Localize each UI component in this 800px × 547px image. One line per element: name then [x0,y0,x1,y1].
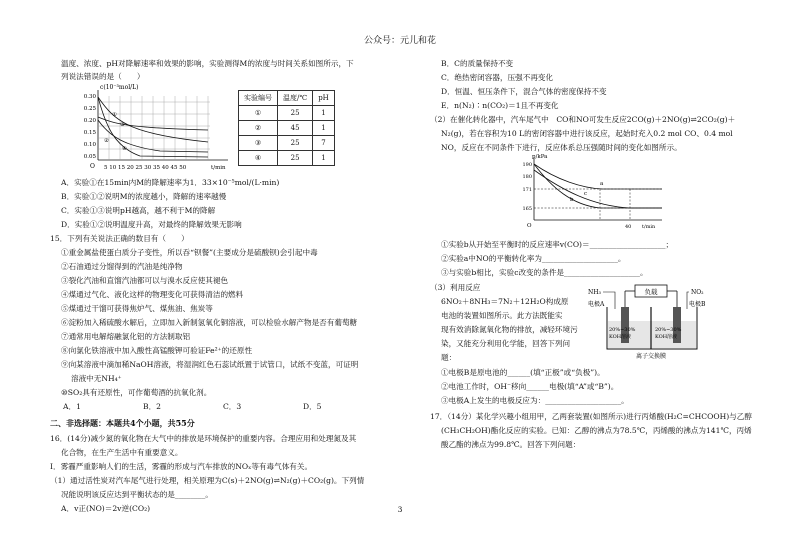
q15-item: ⑨向某溶液中滴加稀NaOH溶液，将湿润红色石蕊试纸置于试管口，试纸不变蓝，可证明 [61,360,359,369]
svg-text:40: 40 [625,224,632,230]
q16-blank: ①实验b从开始至平衡时的反应速率v(CO)＝____________________； [441,240,674,249]
q15-stem: 15．下列有关说法正确的数目有（ ） [50,234,189,243]
q16-3-line: 题： [441,353,457,362]
q17-line: 17．（14分）某化学兴趣小组用甲，乙两套装置(如图所示)进行丙烯酸(H₂C=CHCOOH)与乙醇 [430,412,752,421]
svg-text:0.20: 0.20 [83,118,96,124]
svg-text:190: 190 [522,162,532,168]
q14-option-c: C．实验①③说明pH越高，越不利于M的降解 [61,206,216,215]
svg-text:0.25: 0.25 [83,106,96,112]
q16-line: 况能说明该反应达到平衡状态的是________。 [61,490,213,499]
table-header: 温度/℃ [278,91,313,106]
load-label: 负载 [644,288,658,296]
concentration-time-graph [60,82,235,174]
q14-intro-line2: 列说法错误的是（ ） [61,72,145,81]
q16-blank: ②实验a中NO的平衡转化率为____________________。 [441,254,626,263]
q15-option-d: D．5 [303,402,322,411]
svg-text:NO₂: NO₂ [691,289,704,296]
q16-line: Ⅰ．雾霾严重影响人们的生活，雾霾的形成与汽车排放的NOₓ等有毒气体有关。 [50,462,313,471]
svg-text:③: ③ [120,122,125,128]
q16-3-blank: ③电极A上发生的电极反应为：____________________。 [441,396,629,405]
svg-text:p/kPa: p/kPa [532,154,548,160]
svg-text:NH₃: NH₃ [588,289,601,296]
q15-item: ⑩SO₂具有还原性，可作葡萄酒的抗氧化剂。 [61,388,212,397]
q16-line: 化合物，在生产生活中有重要意义。 [61,448,183,457]
svg-text:④: ④ [122,146,127,152]
experiment-table [238,90,335,166]
svg-text:20%~30%KOH溶液: 20%~30% KOH溶液 [655,327,682,340]
q14-intro-line1: 温度、浓度、pH对降解速率和效果的影响，实验测得M的浓度与时间关系如图所示，下 [61,59,354,68]
q15-item: ③裂化汽油和直馏汽油都可以与溴水反应使其褪色 [61,276,229,285]
svg-text:0.30: 0.30 [83,94,96,100]
q15-item: ①重金属盐使蛋白质分子变性，所以吞“钡餐”(主要成分是硫酸钡)会引起中毒 [61,248,318,257]
pressure-time-graph [512,150,672,230]
svg-text:②: ② [104,138,109,144]
svg-text:20%~30%KOH溶液: 20%~30% KOH溶液 [609,327,636,340]
q14-option-a: A．实验①在15min内M的降解速率为1．33×10⁻⁵mol/(L·min) [61,178,280,187]
table-row: ② 45 1 [239,121,335,136]
q15-option-c: C．3 [223,402,242,411]
svg-text:c: c [584,191,588,197]
q14-option-d: D．实验①②说明温度升高，对最终的降解效果无影响 [61,220,242,229]
svg-text:0.05: 0.05 [83,154,96,160]
q16-option-a: A．v正(NO)＝2v逆(CO₂) [61,504,151,513]
q15-item: ②石油通过分馏得到的汽油是纯净物 [61,262,183,271]
q16-3-line: 6NO₂＋8NH₃＝7N₂＋12H₂O构成原 [441,297,569,306]
svg-text:180: 180 [522,174,532,180]
q16-2-line: （2）在催化转化器中，汽车尾气中 CO和NO可发生反应2CO(g)＋2NO(g)⇌2CO₂(g)＋ [430,115,736,124]
q16-line: （1）通过活性炭对汽车尾气进行处理，相关原理为C(s)＋2NO(g)⇌N₂(g)＋CO₂(g)。下列情 [50,476,365,485]
graph-xticks: 5 10 15 20 25 30 35 40 45 50 [104,165,187,171]
page-number: 3 [397,505,403,514]
section-title: 二、非选择题：本题共4个小题，共55分 [50,418,195,428]
table-row: ④ 25 1 [239,151,335,166]
graph-xlabel: t/min [211,165,226,171]
page-header: 公众号：元儿和花 [363,36,436,46]
graph-origin: O [90,163,95,170]
q16-option-c: C．绝热密闭容器，压强不再变化 [441,73,554,82]
svg-text:0.10: 0.10 [83,142,96,148]
q15-item: ⑤煤通过干馏可获得焦炉气、煤焦油、焦炭等 [61,304,213,313]
q16-3-blank: ①电极B是原电池的______(填“正极”或“负极”)。 [441,368,605,377]
q14-option-b: B．实验①②说明M的浓度越小，降解的速率越慢 [61,192,227,201]
table-row: ③ 25 7 [239,136,335,151]
q15-item: ④煤通过气化、液化这样的物理变化可获得清洁的燃料 [61,290,244,299]
q16-2-line: N₂(g)，若在容积为10 L的密闭容器中进行该反应，起始时充入0.2 mol CO、0.4 mol [441,129,733,138]
table-header: 实验编号 [239,91,278,106]
svg-text:①: ① [112,112,117,118]
q15-option-a: A．1 [63,402,81,411]
q15-item: ⑧向氯化铁溶液中加入酸性高锰酸钾可验证Fe²⁺的还原性 [61,346,253,355]
q16-line: 16．(14分)减少氮的氧化物在大气中的排放是环境保护的重要内容。合理应用和处理氮及其 [50,434,357,443]
svg-text:离子交换膜: 离子交换膜 [635,353,667,360]
q15-option-b: B．2 [143,402,162,411]
q16-3-line: （3）利用反应 [430,283,481,292]
q15-item: ⑦通常用电解熔融氯化铝的方法制取铝 [61,332,191,341]
q16-option-d: D．恒温、恒压条件下，混合气体的密度保持不变 [441,87,607,96]
table-header: pH [313,91,335,106]
q16-blank: ③与实验b相比，实验c改变的条件是____________________。 [441,268,648,277]
q15-item: ⑥淀粉加入稀硫酸水解后，立即加入新制氢氧化铜溶液，可以检验水解产物是否有葡萄糖 [61,318,358,327]
q16-3-line: 染，又能充分利用化学能，回答下列问 [441,339,571,348]
q16-option-b: B．C的质量保持不变 [441,59,514,68]
table-row: ① 25 1 [239,106,335,121]
q16-3-line: 现有效消除氮氧化物的排放，减轻环境污 [441,325,578,334]
svg-text:0.15: 0.15 [83,130,96,136]
graph-ylabel: c(10⁻³mol/L) [100,84,139,91]
q16-3-blank: ②电池工作时，OH⁻移向______电极(填“A”或“B”)。 [441,382,619,391]
svg-text:O: O [527,223,532,229]
q16-option-e: E．n(N₂)∶n(CO₂)＝1且不再变化 [441,101,559,110]
q15-item: 溶液中无NH₄⁺ [71,374,122,383]
svg-text:电极B: 电极B [689,301,706,308]
q16-3-line: 电池的装置如图所示。此方法既能实 [441,311,563,320]
svg-text:a: a [600,181,604,187]
svg-text:电极A: 电极A [588,301,605,308]
q17-line: (CH₃CH₂OH)酯化反应的实验。已知：乙醇的沸点为78.5℃，丙烯酸的沸点为141℃，丙烯 [441,426,752,435]
svg-text:171: 171 [522,187,532,193]
q16-2-line: NO，反应在不同条件下进行，反应体系总压强随时间的变化如图所示。 [441,143,682,152]
q17-line: 酸乙酯的沸点为99.8℃。回答下列问题： [441,440,581,449]
svg-text:t/min: t/min [642,224,656,230]
fuel-cell-diagram [585,283,720,361]
svg-text:165: 165 [522,206,532,212]
svg-text:b: b [570,197,574,203]
